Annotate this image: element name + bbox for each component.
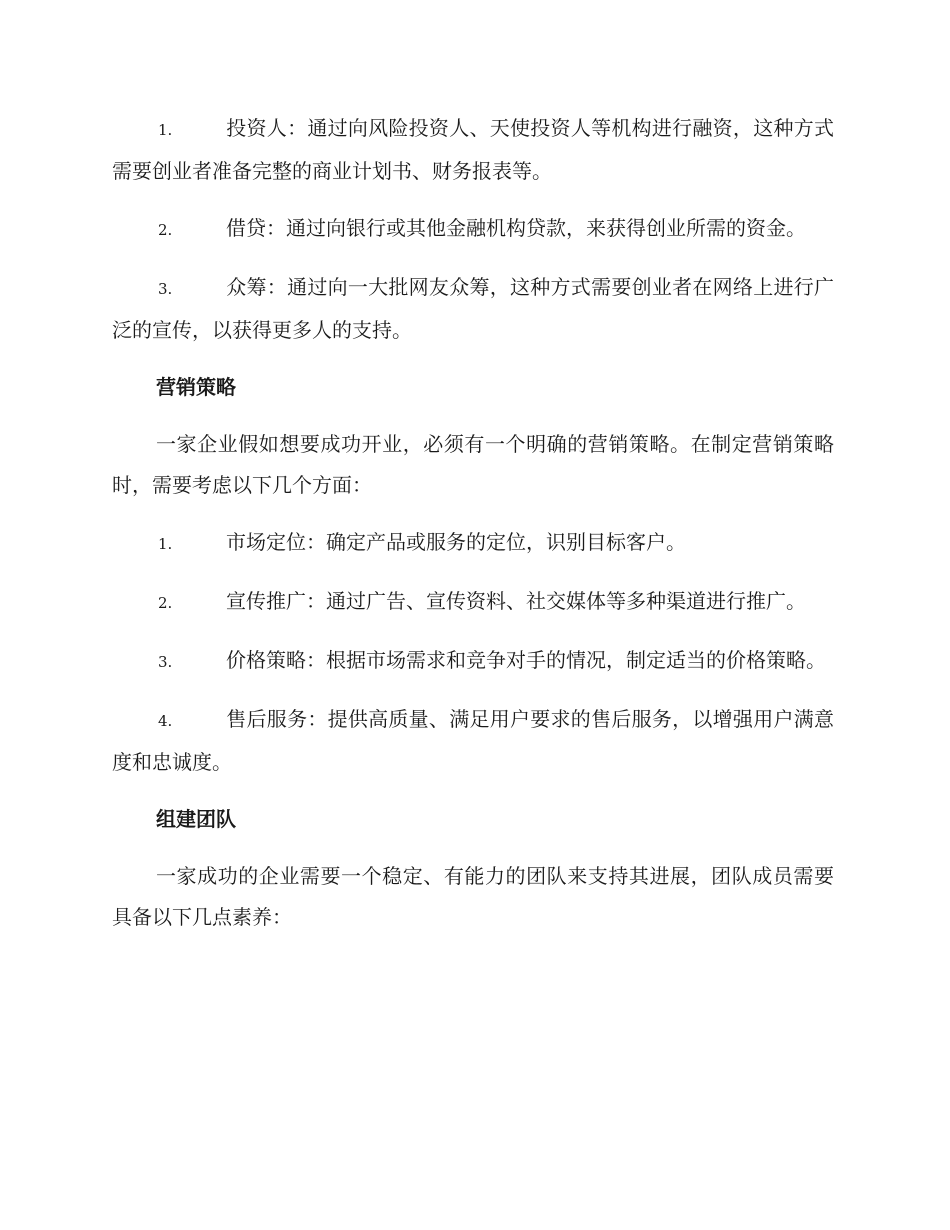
section-intro-team: 一家成功的企业需要一个稳定、有能力的团队来支持其进展，团队成员需要具备以下几点素养： xyxy=(112,864,834,929)
list-item xyxy=(112,581,834,624)
list-item xyxy=(112,699,834,783)
list-text: 众筹：通过向一大批网友众筹，这种方式需要创业者在网络上进行广泛的宣传，以获得更多人的支持。 xyxy=(112,275,834,342)
section-heading-team: 组建团队 xyxy=(156,807,236,831)
list-number: 1. xyxy=(158,535,173,553)
list-item xyxy=(112,522,834,565)
document-page xyxy=(112,108,834,954)
list-item xyxy=(112,640,834,683)
list-number: 4. xyxy=(158,712,173,730)
list-item xyxy=(112,208,834,251)
list-number: 2. xyxy=(158,221,173,239)
list-text: 宣传推广：通过广告、宣传资料、社交媒体等多种渠道进行推广。 xyxy=(226,589,806,613)
list-text: 售后服务：提供高质量、满足用户要求的售后服务，以增强用户满意度和忠诚度。 xyxy=(112,707,834,774)
section-heading-marketing: 营销策略 xyxy=(156,375,236,399)
list-text: 价格策略：根据市场需求和竞争对手的情况，制定适当的价格策略。 xyxy=(226,648,826,672)
list-number: 3. xyxy=(158,653,173,671)
list-item xyxy=(112,267,834,351)
section-intro-marketing: 一家企业假如想要成功开业，必须有一个明确的营销策略。在制定营销策略时，需要考虑以下几个方面： xyxy=(112,432,834,497)
list-text: 市场定位：确定产品或服务的定位，识别目标客户。 xyxy=(226,530,686,554)
list-item xyxy=(112,108,834,192)
list-text: 投资人：通过向风险投资人、天使投资人等机构进行融资，这种方式需要创业者准备完整的商业计划书、财务报表等。 xyxy=(112,116,834,183)
list-number: 2. xyxy=(158,594,173,612)
list-number: 1. xyxy=(158,121,173,139)
list-number: 3. xyxy=(158,280,173,298)
list-text: 借贷：通过向银行或其他金融机构贷款，来获得创业所需的资金。 xyxy=(226,216,806,240)
